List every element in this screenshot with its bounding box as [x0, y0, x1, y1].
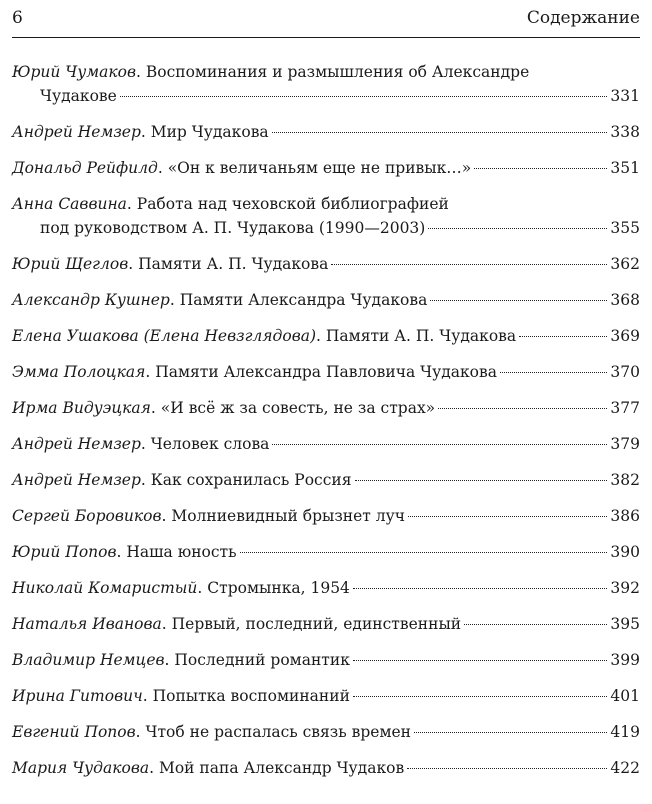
dot-leader: [272, 132, 608, 133]
entry-page-number: 369: [610, 327, 640, 345]
dot-leader: [353, 660, 608, 661]
entry-author: Андрей Немзер: [12, 435, 141, 453]
entry-title: Стромынка, 1954: [207, 579, 350, 597]
entry-author: Юрий Попов: [12, 543, 117, 561]
toc-entry: [12, 192, 640, 240]
entry-title-continuation: Чудакове: [40, 87, 117, 105]
toc-entry: [12, 324, 640, 348]
toc-entry: [12, 576, 640, 600]
entry-title: Наша юность: [126, 543, 237, 561]
toc-entry: [12, 360, 640, 384]
toc-entry: [12, 468, 640, 492]
entry-author: Дональд Рейфилд: [12, 159, 158, 177]
entry-title: Мир Чудакова: [150, 123, 269, 141]
dot-leader: [428, 228, 607, 229]
entry-page-number: 386: [610, 507, 640, 525]
toc-entry: [12, 252, 640, 276]
author-title-separator: .: [140, 435, 151, 453]
entry-title: Воспоминания и размышления об Александре: [145, 63, 530, 81]
dot-leader: [500, 372, 607, 373]
dot-leader: [355, 480, 608, 481]
author-title-separator: .: [135, 723, 146, 741]
entry-page-number: 377: [610, 399, 640, 417]
toc-entry: [12, 396, 640, 420]
dot-leader: [407, 768, 607, 769]
entry-title: Чтоб не распалась связь времен: [145, 723, 412, 741]
entry-title: Памяти Александра Павловича Чудакова: [155, 363, 497, 381]
toc-entry: [12, 756, 640, 780]
author-title-separator: .: [126, 195, 137, 213]
entry-author: Николай Комаристый: [12, 579, 198, 597]
entry-title: Первый, последний, единственный: [171, 615, 462, 633]
dot-leader: [464, 624, 607, 625]
page-number: 6: [12, 8, 23, 28]
toc-entry: [12, 60, 640, 108]
author-title-separator: .: [150, 399, 161, 417]
toc-entry: [12, 648, 640, 672]
entry-page-number: 351: [610, 159, 640, 177]
author-title-separator: .: [136, 63, 146, 81]
entry-page-number: 395: [610, 615, 640, 633]
dot-leader: [430, 300, 607, 301]
author-title-separator: .: [161, 507, 172, 525]
entry-page-number: 379: [610, 435, 640, 453]
entry-title: «И всё ж за совесть, не за страх»: [160, 399, 436, 417]
entry-page-number: 422: [610, 759, 640, 777]
toc-entry: [12, 540, 640, 564]
page-header: [12, 6, 640, 30]
entry-author: Мария Чудакова: [12, 759, 150, 777]
author-title-separator: .: [157, 159, 168, 177]
entry-title: Памяти А. П. Чудакова: [325, 327, 517, 345]
entry-page-number: 355: [610, 219, 640, 237]
entry-page-number: 401: [610, 687, 640, 705]
entry-author: Анна Саввина: [12, 195, 127, 213]
entry-page-number: 419: [610, 723, 640, 741]
entry-author: Ирма Видуэцкая: [12, 399, 151, 417]
entry-author: Эмма Полоцкая: [12, 363, 146, 381]
entry-page-number: 399: [610, 651, 640, 669]
toc-entry: [12, 156, 640, 180]
entry-title: Мой папа Александр Чудаков: [158, 759, 405, 777]
toc-entry: [12, 432, 640, 456]
entry-page-number: 338: [610, 123, 640, 141]
entry-title: Человек слова: [150, 435, 270, 453]
author-title-separator: .: [128, 255, 139, 273]
entry-author: Андрей Немзер: [12, 471, 141, 489]
entry-author: Елена Ушакова (Елена Невзглядова): [12, 327, 317, 345]
entry-page-number: 331: [610, 87, 640, 105]
entry-title-continuation: под руководством А. П. Чудакова (1990—2003): [40, 219, 426, 237]
author-title-separator: .: [116, 543, 127, 561]
toc-entry: [12, 720, 640, 744]
entry-author: Владимир Немцев: [12, 651, 165, 669]
dot-leader: [438, 408, 607, 409]
entry-author: Наталья Иванова: [12, 615, 162, 633]
dot-leader: [414, 732, 607, 733]
entry-author: Александр Кушнер: [12, 291, 170, 309]
entry-page-number: 392: [610, 579, 640, 597]
author-title-separator: .: [197, 579, 208, 597]
entry-author: Юрий Чумаков: [12, 63, 136, 81]
entry-page-number: 370: [610, 363, 640, 381]
entry-title: Последний романтик: [174, 651, 350, 669]
dot-leader: [353, 588, 607, 589]
author-title-separator: .: [161, 615, 172, 633]
entry-author: Ирина Гитович: [12, 687, 143, 705]
entry-author: Евгений Попов: [12, 723, 136, 741]
entry-page-number: 362: [610, 255, 640, 273]
dot-leader: [331, 264, 607, 265]
entry-title: «Он к величаньям еще не привык…»: [167, 159, 472, 177]
dot-leader: [474, 168, 607, 169]
toc-entry: [12, 120, 640, 144]
entry-author: Андрей Немзер: [12, 123, 141, 141]
author-title-separator: .: [142, 687, 153, 705]
author-title-separator: .: [316, 327, 326, 345]
entry-page-number: 382: [610, 471, 640, 489]
toc-entry: [12, 288, 640, 312]
dot-leader: [408, 516, 607, 517]
dot-leader: [120, 96, 608, 97]
dot-leader: [272, 444, 607, 445]
entry-title: Работа над чеховской библиографией: [136, 195, 449, 213]
author-title-separator: .: [140, 471, 151, 489]
dot-leader: [353, 696, 608, 697]
toc-entry: [12, 504, 640, 528]
header-rule: [12, 37, 640, 38]
running-title: Содержание: [526, 8, 640, 28]
author-title-separator: .: [149, 759, 159, 777]
author-title-separator: .: [164, 651, 175, 669]
author-title-separator: .: [140, 123, 151, 141]
entry-title: Памяти А. П. Чудакова: [138, 255, 329, 273]
author-title-separator: .: [169, 291, 180, 309]
entry-title: Попытка воспоминаний: [152, 687, 350, 705]
entry-author: Юрий Щеглов: [12, 255, 129, 273]
dot-leader: [519, 336, 607, 337]
entry-page-number: 390: [610, 543, 640, 561]
entry-title: Молниевидный брызнет луч: [171, 507, 406, 525]
entry-page-number: 368: [610, 291, 640, 309]
toc-entry: [12, 612, 640, 636]
toc-entry: [12, 684, 640, 708]
author-title-separator: .: [145, 363, 156, 381]
entry-title: Как сохранилась Россия: [150, 471, 352, 489]
entry-author: Сергей Боровиков: [12, 507, 162, 525]
dot-leader: [240, 552, 608, 553]
entry-title: Памяти Александра Чудакова: [179, 291, 428, 309]
